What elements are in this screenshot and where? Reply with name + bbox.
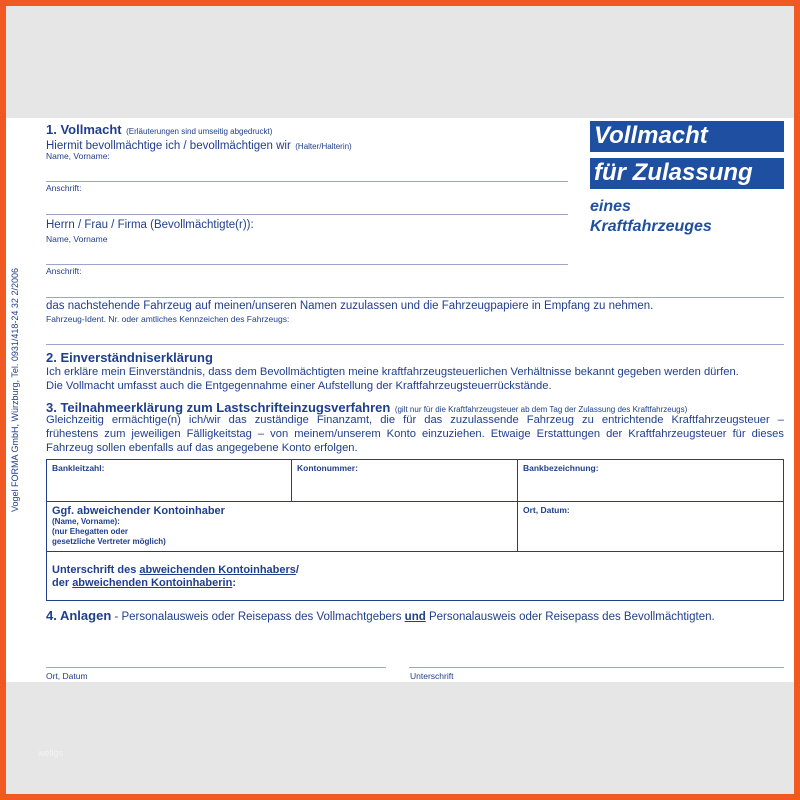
bank-place-date-label: Ort, Datum: [523, 505, 570, 515]
section3-line3: Fahrzeug sollen ebenfalls auf das angegebene Konto erfolgen. [46, 442, 358, 454]
authorize-text: Hiermit bevollmächtige ich / bevollmächtigen wir [46, 140, 291, 152]
section4-text1: - Personalausweis oder Reisepass des Vollmachtgebers [111, 611, 405, 623]
alt-holder-signature-field[interactable] [46, 551, 784, 601]
bank-name-label: Bankbezeichnung: [523, 463, 599, 473]
alt-holder-note3: gesetzliche Vertreter möglich) [52, 537, 166, 546]
footer-place-date-label: Ort, Datum [46, 671, 88, 681]
section4-row [46, 607, 715, 625]
section1-heading: 1. Vollmacht [46, 122, 122, 137]
subtitle-line1: eines [590, 198, 631, 215]
alt-holder-note2: (nur Ehegatten oder [52, 527, 129, 536]
title-line1: Vollmacht [590, 121, 784, 152]
proxy-address-line[interactable] [46, 297, 784, 298]
proxy-name-label: Name, Vorname [46, 234, 108, 244]
section1-note: (Erläuterungen sind umseitig abgedruckt) [126, 127, 273, 136]
title-line2: für Zulassung [590, 158, 784, 189]
section4-heading: 4. Anlagen [46, 608, 112, 623]
bank-name-field[interactable] [517, 459, 784, 502]
footer-place-date-line[interactable] [46, 667, 386, 668]
proxy-text: Herrn / Frau / Firma (Bevollmächtigte(r)): [46, 219, 254, 231]
footer-signature-label: Unterschrift [410, 671, 454, 681]
proxy-address-label: Anschrift: [46, 266, 82, 276]
section2-line2: Die Vollmacht umfasst auch die Entgegennahme einer Aufstellung der Kraftfahrzeugsteuerrückstände. [46, 380, 552, 392]
name-label: Name, Vorname: [46, 151, 110, 161]
address-field-line[interactable] [46, 214, 568, 215]
address-label: Anschrift: [46, 183, 82, 193]
proxy-name-line[interactable] [46, 264, 568, 265]
vehicle-field-line[interactable] [46, 344, 784, 345]
section4-text2: Personalausweis oder Reisepass des Bevollmächtigten. [425, 611, 715, 623]
sig-underlined1: abweichenden Kontoinhabers [139, 564, 296, 576]
name-field-line[interactable] [46, 181, 568, 182]
account-number-label: Kontonummer: [297, 463, 358, 473]
form-sheet [6, 118, 794, 682]
authorize-note: (Halter/Halterin) [295, 142, 352, 151]
statement-text: das nachstehende Fahrzeug auf meinen/unseren Namen zuzulassen und die Fahrzeugpapiere in Empfang zu nehmen. [46, 300, 654, 312]
alt-holder-field[interactable] [46, 501, 518, 552]
sig-suffix2: : [232, 577, 236, 589]
section3-note: (gilt nur für die Kraftfahrzeugsteuer ab dem Tag der Zulassung des Kraftfahrzeugs) [394, 405, 688, 414]
watermark-text: wellgs [38, 748, 64, 758]
section2-line1: Ich erkläre mein Einverständnis, dass dem Bevollmächtigten meine kraftfahrzeugsteuerlichen Verhältnisse bekannt gegeben werden dürfen. [46, 366, 739, 378]
section3-line2: frühestens zum jeweiligen Fälligkeitstag – von meinem/unserem Konto einzuziehen. Etwaige Erstattungen der Kraftfahrzeugsteuer für dieses [46, 428, 784, 440]
footer-signature-line[interactable] [409, 667, 784, 668]
bank-code-label: Bankleitzahl: [52, 463, 105, 473]
sig-suffix1: / [295, 564, 299, 576]
side-imprint: Vogel FORMA GmbH, Würzburg, Tel. 0931/418-24 32 2/2006 [10, 268, 20, 512]
vehicle-label: Fahrzeug-Ident. Nr. oder amtliches Kennzeichen des Fahrzeugs: [46, 314, 290, 324]
sig-line2 [52, 577, 778, 590]
account-number-field[interactable] [291, 459, 518, 502]
section3-heading: 3. Teilnahmeerklärung zum Lastschrifteinzugsverfahren [46, 400, 391, 415]
sig-line1 [52, 564, 778, 577]
subtitle-line2: Kraftfahrzeuges [590, 218, 712, 235]
sig-prefix1: Unterschrift des [52, 564, 140, 576]
section2-heading: 2. Einverständniserklärung [46, 350, 213, 365]
alt-holder-note1: (Name, Vorname): [52, 517, 120, 526]
bank-place-date-field[interactable] [517, 501, 784, 552]
alt-holder-label: Ggf. abweichender Kontoinhaber [52, 505, 225, 517]
sig-underlined2: abweichenden Kontoinhaberin [72, 577, 233, 589]
sig-prefix2: der [52, 577, 73, 589]
section3-line1: Gleichzeitig ermächtige(n) ich/wir das zuständige Finanzamt, die für das zuzulassende Fahrzeug zu entrichtende Kraftfahrzeugsteuer – [46, 414, 784, 426]
bank-code-field[interactable] [46, 459, 292, 502]
section4-text-underlined: und [404, 611, 426, 623]
